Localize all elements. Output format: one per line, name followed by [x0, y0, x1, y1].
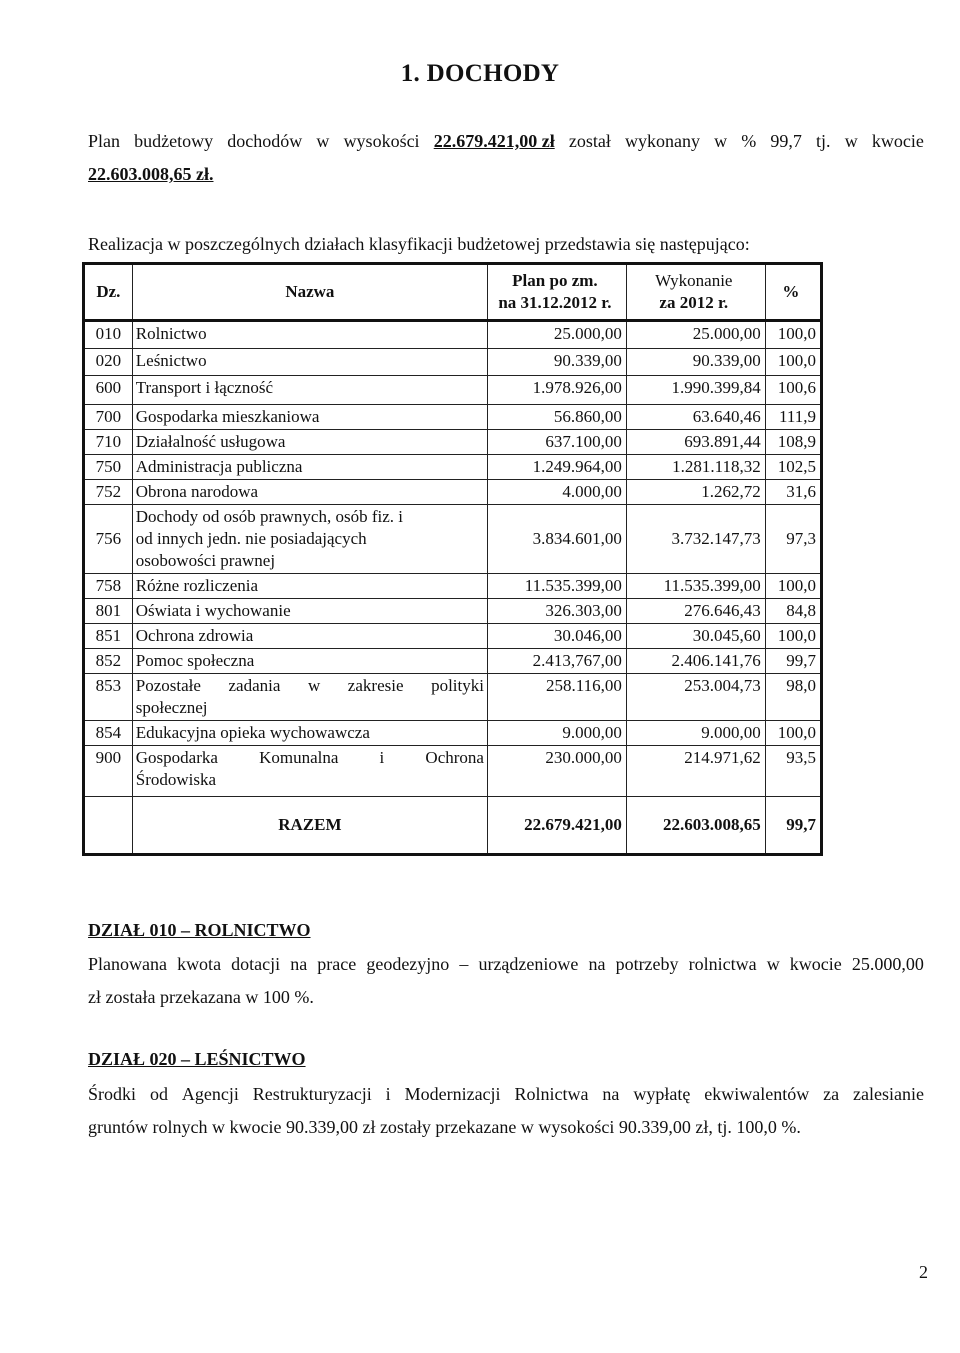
table-row — [84, 746, 822, 797]
section-word: Restrukturyzacji — [252, 1084, 372, 1104]
section-word: za — [823, 1084, 840, 1104]
cell-percent: 108,9 — [765, 430, 821, 455]
intro-word: % — [741, 131, 757, 151]
section-word: w — [766, 954, 780, 974]
cell-nazwa-line: społecznej — [135, 698, 208, 717]
cell-wykonanie: 1.990.399,84 — [626, 376, 765, 405]
cell-wykonanie: 30.045,60 — [626, 624, 765, 649]
intro-paragraph — [88, 125, 924, 191]
cell-plan: 230.000,00 — [487, 746, 626, 797]
page-number: 2 — [919, 1262, 928, 1282]
intro-word: został — [568, 131, 611, 151]
cell-plan: 11.535.399,00 — [487, 574, 626, 599]
section-heading-lesnictwo: DZIAŁ 020 – LEŚNICTWO — [88, 1049, 306, 1069]
cell-nazwa: Różne rozliczenia — [132, 574, 487, 599]
section-heading-rolnictwo: DZIAŁ 010 – ROLNICTWO — [88, 920, 311, 940]
total-percent: 99,7 — [765, 797, 821, 855]
table-header-row — [84, 264, 822, 321]
cell-nazwa: Leśnictwo — [132, 349, 487, 376]
cell-plan: 1.249.964,00 — [487, 455, 626, 480]
section-word: od — [149, 1084, 168, 1104]
total-wykonanie: 22.603.008,65 — [626, 797, 765, 855]
cell-nazwa: Oświata i wychowanie — [132, 599, 487, 624]
section-word: dotacji — [231, 954, 281, 974]
cell-plan: 90.339,00 — [487, 349, 626, 376]
table-row — [84, 674, 822, 721]
section-word: – — [459, 954, 469, 974]
intro-word: kwocie — [871, 131, 924, 151]
cell-plan: 56.860,00 — [487, 405, 626, 430]
cell-dz: 756 — [84, 505, 133, 574]
table-row — [84, 649, 822, 674]
section-text-rolnictwo — [88, 948, 924, 1014]
cell-plan: 2.413,767,00 — [487, 649, 626, 674]
table-row — [84, 480, 822, 505]
section-word: rolnictwa — [688, 954, 757, 974]
section-word: Rolnictwa — [514, 1084, 589, 1104]
cell-nazwa: Transport i łączność — [132, 376, 487, 405]
table-row — [84, 505, 822, 574]
cell-plan: 9.000,00 — [487, 721, 626, 746]
table-row — [84, 599, 822, 624]
cell-nazwa-line: Środowiska — [135, 770, 217, 789]
cell-nazwa — [132, 746, 487, 797]
intro-word: dochodów — [227, 131, 303, 151]
cell-nazwa: Działalność usługowa — [132, 430, 487, 455]
plan-amount: 22.679.421,00 zł — [433, 131, 555, 151]
cell-nazwa-line: osobowości prawnej — [135, 551, 276, 570]
cell-percent: 100,0 — [765, 349, 821, 376]
budget-table — [82, 262, 823, 856]
header-wyk-line1: Wykonanie — [655, 271, 733, 290]
total-label: RAZEM — [132, 797, 487, 855]
section-word: i — [385, 1084, 391, 1104]
table-row — [84, 430, 822, 455]
cell-dz: 752 — [84, 480, 133, 505]
cell-dz: 852 — [84, 649, 133, 674]
table-row — [84, 405, 822, 430]
cell-dz: 853 — [84, 674, 133, 721]
cell-wykonanie: 1.281.118,32 — [626, 455, 765, 480]
cell-dz: 710 — [84, 430, 133, 455]
section-word: ekwiwalentów — [704, 1084, 810, 1104]
cell-wykonanie: 253.004,73 — [626, 674, 765, 721]
cell-nazwa: Pomoc społeczna — [132, 649, 487, 674]
cell-wykonanie: 9.000,00 — [626, 721, 765, 746]
cell-wykonanie: 25.000,00 — [626, 321, 765, 349]
cell-wykonanie: 1.262,72 — [626, 480, 765, 505]
table-row — [84, 574, 822, 599]
cell-wykonanie: 693.891,44 — [626, 430, 765, 455]
section-word: geodezyjno — [366, 954, 450, 974]
header-wyk-line2: za 2012 r. — [659, 293, 729, 312]
intro-word: tj. — [816, 131, 831, 151]
intro-word: Plan — [88, 131, 121, 151]
cell-nazwa: Rolnictwo — [132, 321, 487, 349]
section-line: gruntów rolnych w kwocie 90.339,00 zł zostały przekazane w wysokości 90.339,00 zł, tj. 100,0 %. — [88, 1117, 801, 1137]
cell-nazwa — [132, 505, 487, 574]
header-dz: Dz. — [84, 264, 133, 321]
section-word: urządzeniowe — [478, 954, 579, 974]
cell-nazwa: Edukacyjna opieka wychowawcza — [132, 721, 487, 746]
cell-nazwa-line: Dochody od osób prawnych, osób fiz. i — [135, 507, 404, 526]
intro-line-1 — [88, 125, 924, 158]
cell-plan: 30.046,00 — [487, 624, 626, 649]
section-word: na — [602, 1084, 620, 1104]
section-word: Modernizacji — [404, 1084, 501, 1104]
cell-dz — [84, 797, 133, 855]
cell-nazwa: Gospodarka mieszkaniowa — [132, 405, 487, 430]
cell-wykonanie: 11.535.399,00 — [626, 574, 765, 599]
header-wykonanie — [626, 264, 765, 321]
section-word: potrzeby — [615, 954, 679, 974]
section-word: kwota — [177, 954, 222, 974]
section-word: na — [290, 954, 308, 974]
cell-plan: 1.978.926,00 — [487, 376, 626, 405]
cell-nazwa-line: Gospodarka Komunalna i Ochrona — [135, 748, 484, 767]
cell-wykonanie: 214.971,62 — [626, 746, 765, 797]
cell-dz: 020 — [84, 349, 133, 376]
cell-dz: 010 — [84, 321, 133, 349]
header-plan — [487, 264, 626, 321]
header-nazwa: Nazwa — [132, 264, 487, 321]
cell-percent: 100,0 — [765, 624, 821, 649]
cell-percent: 99,7 — [765, 649, 821, 674]
total-plan: 22.679.421,00 — [487, 797, 626, 855]
table-row — [84, 376, 822, 405]
cell-dz: 854 — [84, 721, 133, 746]
intro-word: wysokości — [343, 131, 420, 151]
intro-word: w — [316, 131, 330, 151]
cell-percent: 111,9 — [765, 405, 821, 430]
cell-dz: 758 — [84, 574, 133, 599]
cell-percent: 102,5 — [765, 455, 821, 480]
cell-dz: 900 — [84, 746, 133, 797]
header-plan-line1: Plan po zm. — [512, 271, 598, 290]
cell-percent: 84,8 — [765, 599, 821, 624]
cell-nazwa: Administracja publiczna — [132, 455, 487, 480]
section-word: 25.000,00 — [851, 954, 924, 974]
cell-percent: 31,6 — [765, 480, 821, 505]
cell-wykonanie: 63.640,46 — [626, 405, 765, 430]
section-word: Środki — [88, 1084, 137, 1104]
section-word: zalesianie — [853, 1084, 924, 1104]
cell-wykonanie: 3.732.147,73 — [626, 505, 765, 574]
cell-wykonanie: 276.646,43 — [626, 599, 765, 624]
cell-dz: 750 — [84, 455, 133, 480]
intro-word: 99,7 — [770, 131, 802, 151]
section-line — [88, 1078, 924, 1111]
cell-wykonanie: 2.406.141,76 — [626, 649, 765, 674]
cell-percent: 93,5 — [765, 746, 821, 797]
section-word: na — [588, 954, 606, 974]
section-text-lesnictwo — [88, 1078, 924, 1144]
cell-dz: 851 — [84, 624, 133, 649]
realizacja-text: Realizacja w poszczególnych działach klasyfikacji budżetowej przedstawia się następująco: — [88, 234, 750, 254]
cell-nazwa-line: Pozostałe zadania w zakresie polityki — [135, 676, 484, 695]
cell-percent: 98,0 — [765, 674, 821, 721]
cell-percent: 100,0 — [765, 574, 821, 599]
header-plan-line2: na 31.12.2012 r. — [498, 293, 612, 312]
cell-nazwa — [132, 674, 487, 721]
cell-plan: 326.303,00 — [487, 599, 626, 624]
intro-word: w — [714, 131, 728, 151]
section-word: Planowana — [88, 954, 167, 974]
cell-nazwa-line: od innych jedn. nie posiadających — [135, 529, 367, 548]
table-row — [84, 349, 822, 376]
section-line — [88, 948, 924, 981]
cell-percent: 97,3 — [765, 505, 821, 574]
section-word: Agencji — [181, 1084, 239, 1104]
header-percent: % — [765, 264, 821, 321]
cell-plan: 258.116,00 — [487, 674, 626, 721]
section-word: prace — [317, 954, 357, 974]
cell-plan: 25.000,00 — [487, 321, 626, 349]
section-word: wypłatę — [633, 1084, 691, 1104]
cell-nazwa: Ochrona zdrowia — [132, 624, 487, 649]
intro-word: budżetowy — [134, 131, 214, 151]
table-row — [84, 721, 822, 746]
cell-dz: 600 — [84, 376, 133, 405]
cell-nazwa: Obrona narodowa — [132, 480, 487, 505]
page-title: 1. DOCHODY — [400, 60, 560, 87]
cell-wykonanie: 90.339,00 — [626, 349, 765, 376]
cell-percent: 100,0 — [765, 721, 821, 746]
table-row — [84, 321, 822, 349]
cell-dz: 801 — [84, 599, 133, 624]
cell-percent: 100,6 — [765, 376, 821, 405]
cell-plan: 637.100,00 — [487, 430, 626, 455]
intro-word: w — [844, 131, 858, 151]
intro-word: wykonany — [624, 131, 700, 151]
section-word: kwocie — [789, 954, 842, 974]
table-total-row — [84, 797, 822, 855]
table-row — [84, 624, 822, 649]
cell-percent: 100,0 — [765, 321, 821, 349]
cell-plan: 4.000,00 — [487, 480, 626, 505]
table-row — [84, 455, 822, 480]
section-line: zł została przekazana w 100 %. — [88, 987, 314, 1007]
executed-amount: 22.603.008,65 zł. — [88, 164, 214, 184]
cell-dz: 700 — [84, 405, 133, 430]
cell-plan: 3.834.601,00 — [487, 505, 626, 574]
